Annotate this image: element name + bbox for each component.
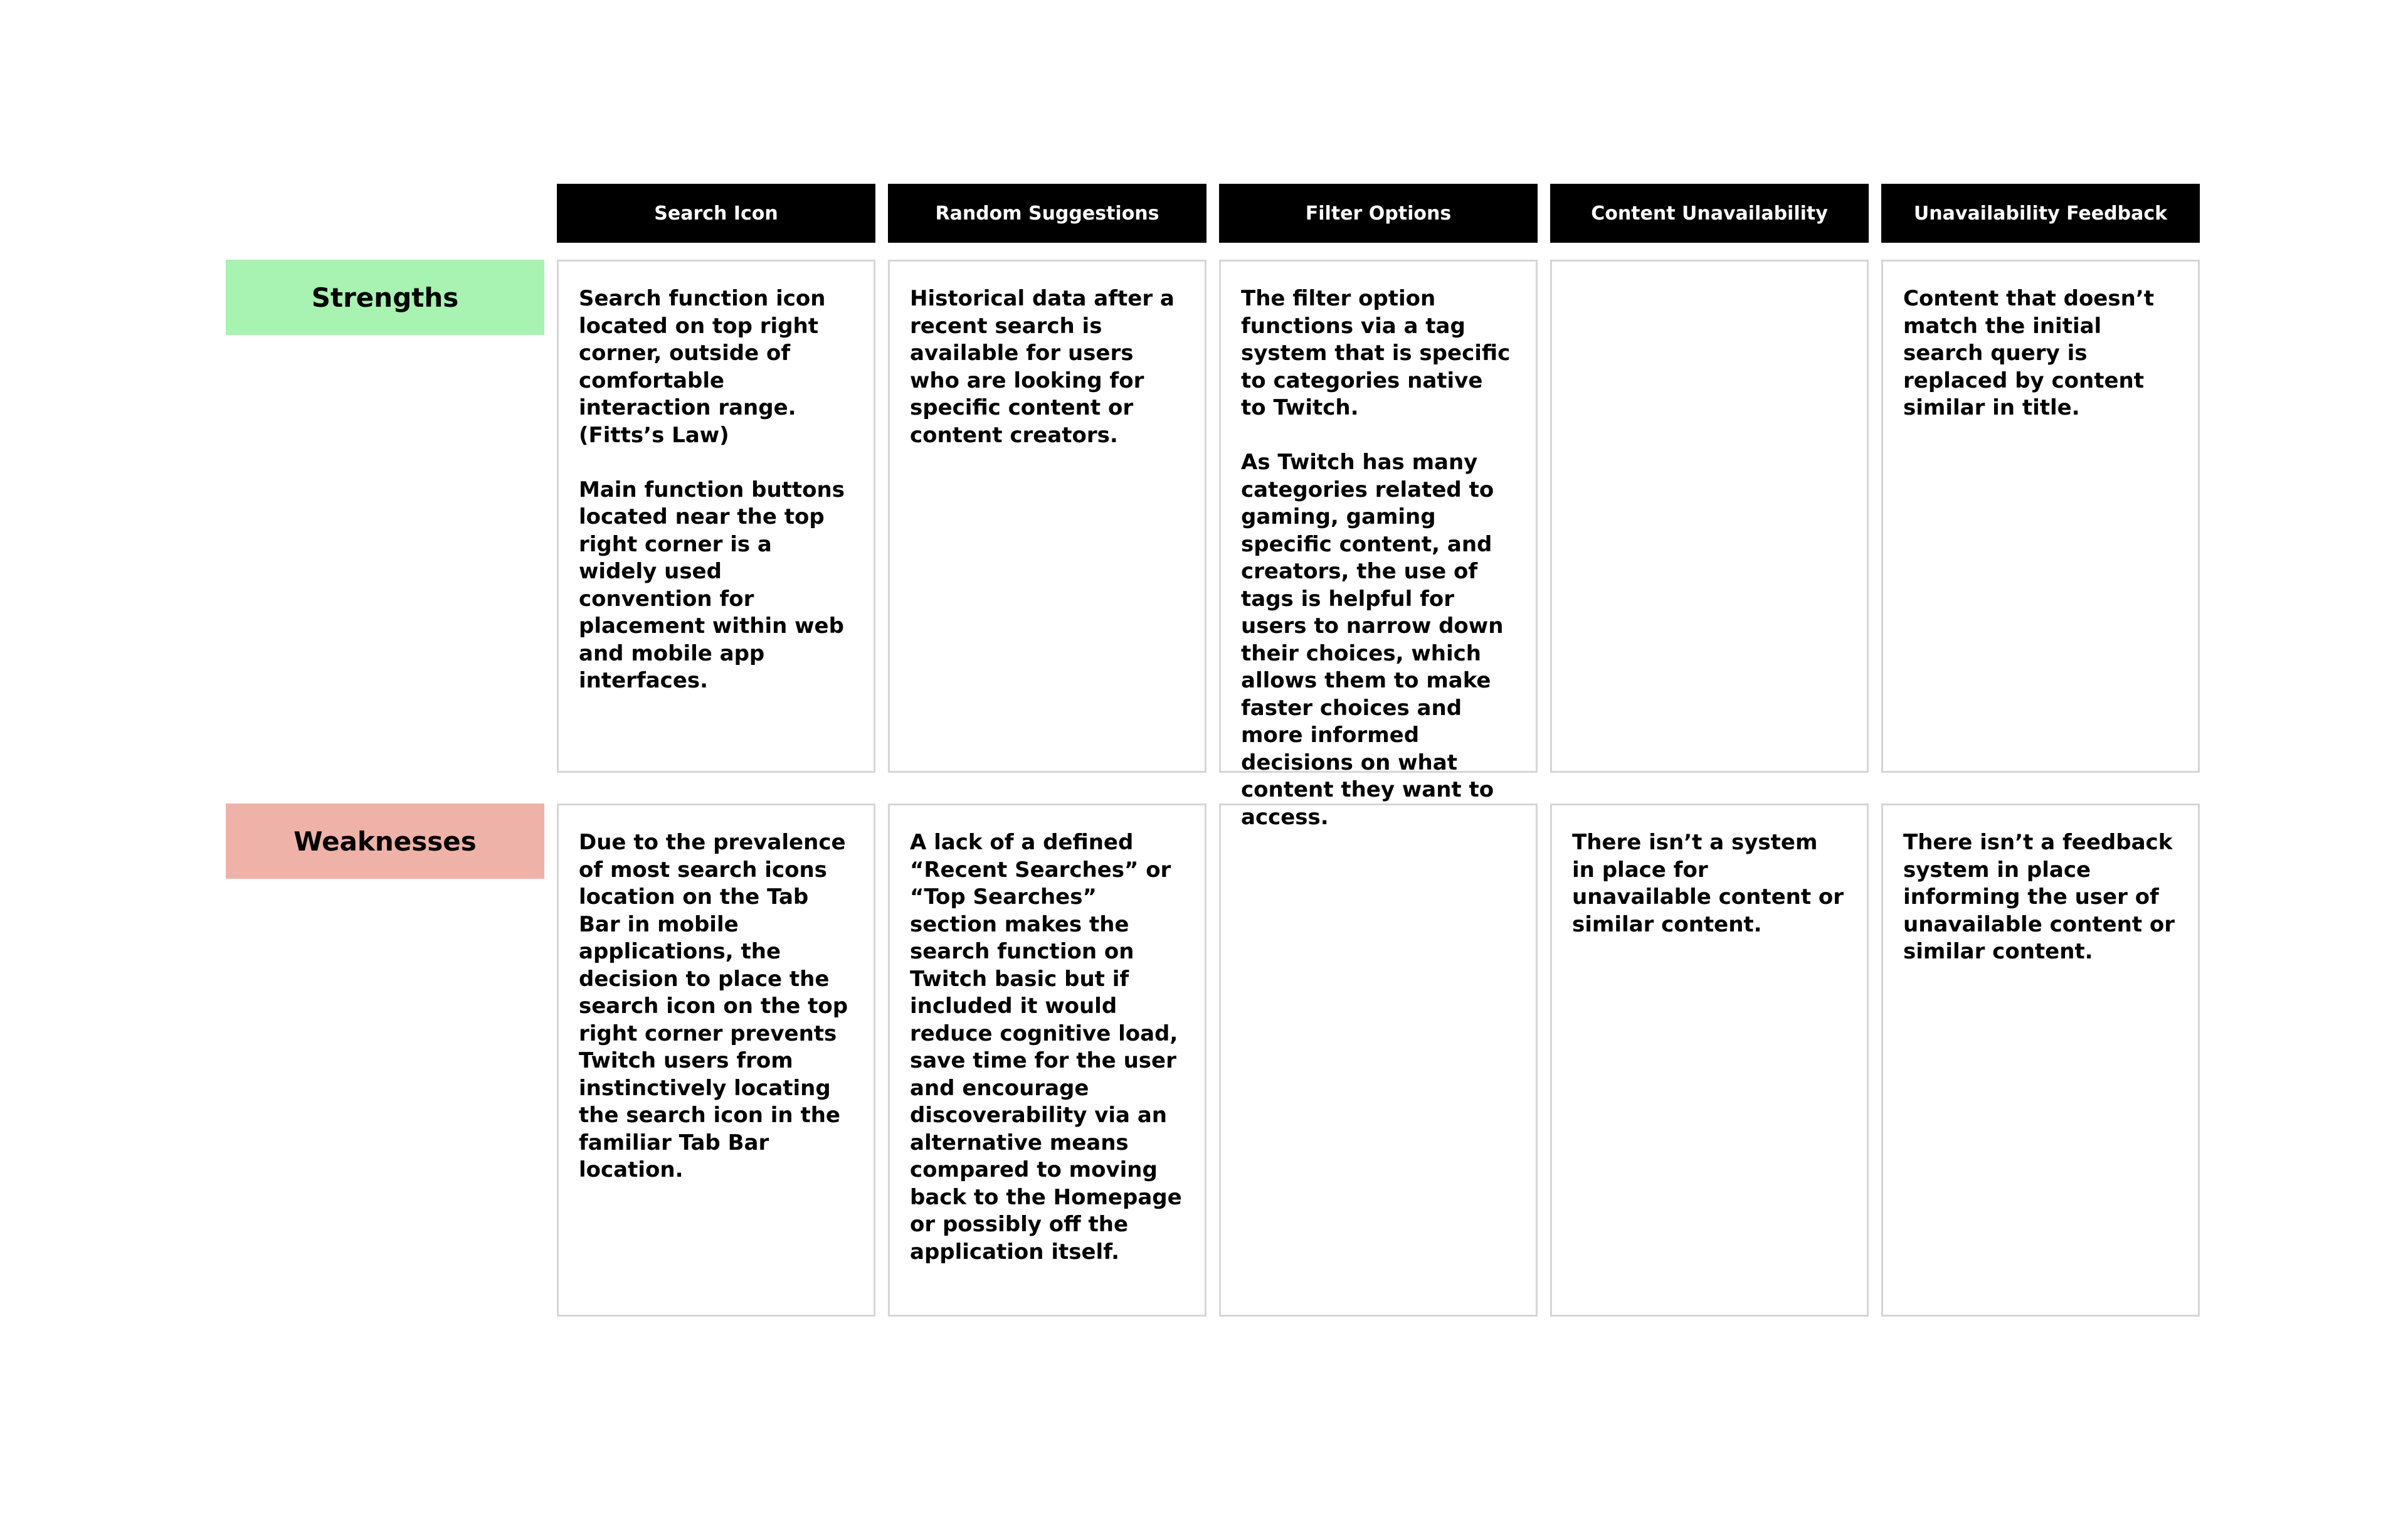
cell-paragraph: There isn’t a system in place for unavailable content or similar content. xyxy=(1572,830,1844,937)
cell-paragraph: Due to the prevalence of most search icons location on the Tab Bar in mobile applications, the decision to place the search icon on the top right corner prevents Twitch users from instinctively locating the search icon in the familiar Tab Bar location. xyxy=(579,830,848,1182)
strengths-search-icon-cell xyxy=(557,260,875,773)
cell-paragraph: A lack of a defined “Recent Searches” or “Top Searches” section makes the search function on Twitch basic but if included it would reduce cognitive load, save time for the user and encourage discoverability via an alternative means compared to moving back to the Homepage or possibly off the application itself. xyxy=(910,830,1182,1265)
strengths-unavailability-feedback-cell xyxy=(1881,260,2200,773)
strengths-content-unavailability-cell xyxy=(1550,260,1869,773)
strengths-label: Strengths xyxy=(226,260,544,335)
column-header-content-unavailability: Content Unavailability xyxy=(1550,184,1869,243)
cell-paragraph: The filter option functions via a tag system that is specific to categories native to Twitch. xyxy=(1241,286,1511,420)
cell-paragraph: Search function icon located on top right corner, outside of comfortable interaction range. (Fitts’s Law) xyxy=(579,286,826,448)
strengths-filter-options-cell xyxy=(1219,260,1538,830)
weaknesses-unavailability-feedback-cell xyxy=(1881,804,2200,1317)
cell-paragraph: There isn’t a feedback system in place informing the user of unavailable content or similar content. xyxy=(1903,830,2175,964)
cell-paragraph: As Twitch has many categories related to gaming, gaming specific content, and creators, the use of tags is helpful for users to narrow down their choices, which allows them to make faster choices and more informed decisions on what content they want to access. xyxy=(1241,450,1504,830)
weaknesses-filter-options-cell xyxy=(1219,804,1538,1317)
weaknesses-content-unavailability-cell xyxy=(1550,804,1869,1317)
column-header-search-icon: Search Icon xyxy=(557,184,875,243)
column-header-random-suggestions: Random Suggestions xyxy=(888,184,1207,243)
column-header-unavailability-feedback: Unavailability Feedback xyxy=(1881,184,2200,243)
cell-paragraph: Content that doesn’t match the initial search query is replaced by content similar in title. xyxy=(1903,286,2154,420)
cell-paragraph: Historical data after a recent search is available for users who are looking for specific content or content creators. xyxy=(910,286,1175,448)
weaknesses-search-icon-cell xyxy=(557,804,875,1317)
strengths-random-suggestions-cell xyxy=(888,260,1207,773)
cell-paragraph: Main function buttons located near the top right corner is a widely used convention for placement within web and mobile app interfaces. xyxy=(579,477,845,693)
weaknesses-random-suggestions-cell xyxy=(888,804,1207,1317)
column-header-filter-options: Filter Options xyxy=(1219,184,1538,243)
weaknesses-label: Weaknesses xyxy=(226,804,544,879)
